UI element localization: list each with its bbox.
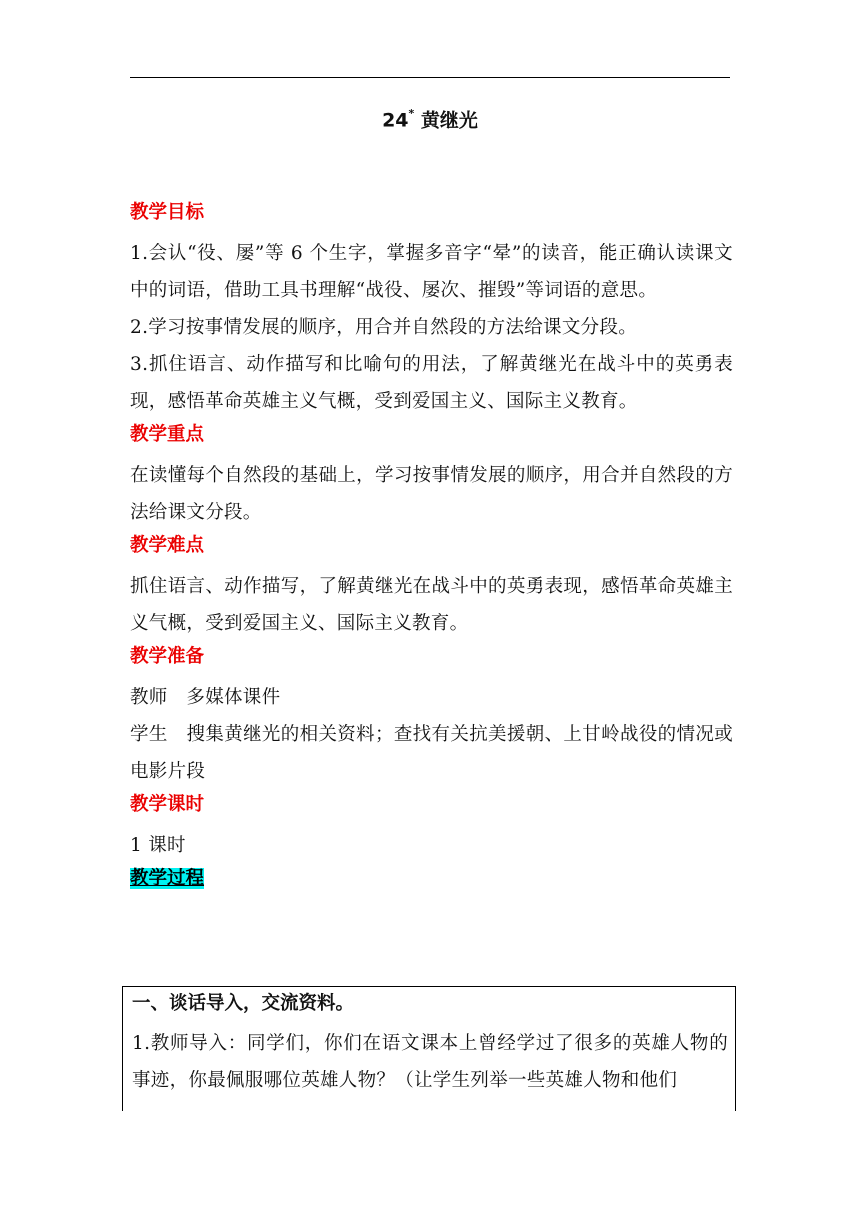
section-heading-difficulties: 教学难点 — [130, 535, 205, 556]
process-table — [122, 986, 736, 1111]
prep-student: 学生 搜集黄继光的相关资料；查找有关抗美援朝、上甘岭战役的情况或电影片段 — [130, 724, 733, 782]
process-step-text: 1.教师导入：同学们，你们在语文课本上曾经学过了很多的英雄人物的事迹，你最佩服哪位英雄人物？（让学生列举一些英雄人物和他们 — [132, 1033, 728, 1091]
goal-item-2: 2.学习按事情发展的顺序，用合并自然段的方法给课文分段。 — [130, 317, 638, 338]
lesson-plan-body — [130, 198, 733, 901]
process-step-heading: 一、谈话导入，交流资料。 — [132, 993, 355, 1014]
goal-item-3: 3.抓住语言、动作描写和比喻句的用法，了解黄继光在战斗中的英勇表现，感悟革命英雄主义气概，受到爱国主义、国际主义教育。 — [130, 354, 733, 412]
section-heading-hours: 教学课时 — [130, 794, 205, 815]
section-heading-process — [130, 864, 733, 894]
highlighted-process-heading: 教学过程 — [130, 868, 205, 889]
lesson-name: 黄继光 — [420, 109, 478, 132]
header-rule — [130, 77, 730, 78]
hours-text: 1 课时 — [130, 835, 186, 856]
lesson-number: 24 — [382, 109, 409, 132]
prep-teacher: 教师 多媒体课件 — [130, 687, 281, 708]
goal-item-1: 1.会认“役、屡”等 6 个生字，掌握多音字“晕”的读音，能正确认读课文中的词语，借助工具书理解“战役、屡次、摧毁”等词语的意思。 — [130, 243, 733, 301]
section-heading-goals: 教学目标 — [130, 202, 205, 223]
optional-lesson-star: * — [408, 107, 415, 120]
key-points-text: 在读懂每个自然段的基础上，学习按事情发展的顺序，用合并自然段的方法给课文分段。 — [130, 465, 733, 523]
section-heading-preparation: 教学准备 — [130, 646, 205, 667]
section-heading-key-points: 教学重点 — [130, 424, 205, 445]
lesson-title — [130, 102, 730, 134]
difficulties-text: 抓住语言、动作描写，了解黄继光在战斗中的英勇表现，感悟革命英雄主义气概，受到爱国主义、国际主义教育。 — [130, 576, 733, 634]
